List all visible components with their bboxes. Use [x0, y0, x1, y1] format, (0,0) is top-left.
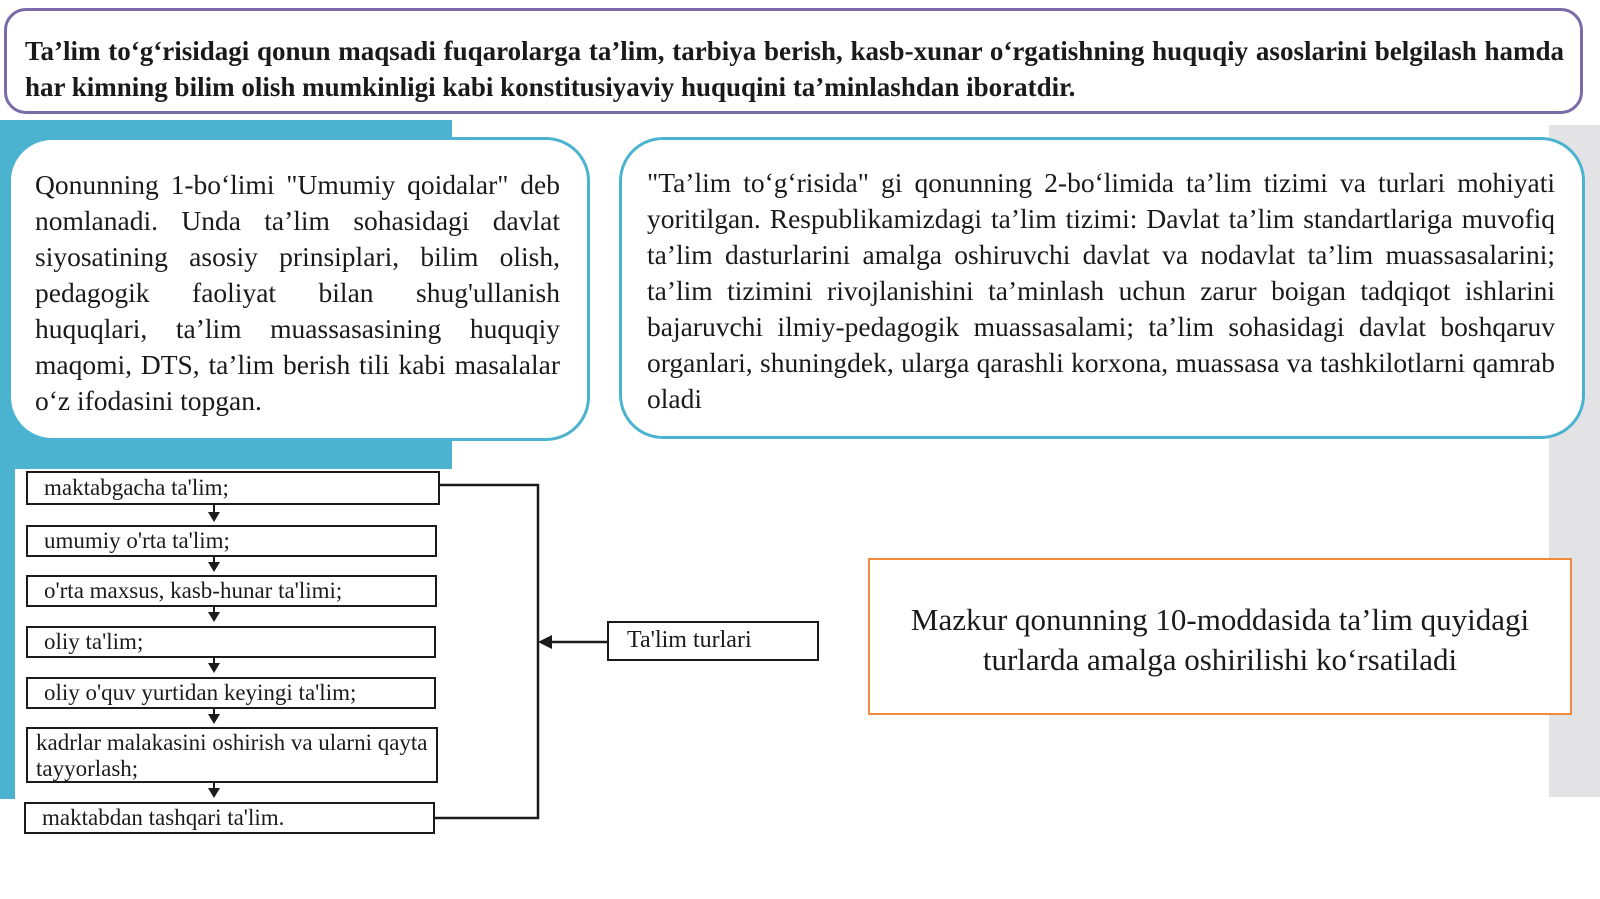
flow-item-4-label: oliy ta'lim; [44, 629, 144, 654]
flow-item-4 [26, 626, 436, 658]
article-10-note-text: Mazkur qonunning 10-moddasida ta’lim quyidagi turlarda amalga oshirilishi ko‘rsatiladi [910, 602, 1530, 677]
flow-item-3-label: o'rta maxsus, kasb-hunar ta'limi; [44, 578, 343, 603]
education-types-label-box [607, 621, 819, 661]
flow-item-2 [26, 525, 437, 557]
intro-box [4, 8, 1583, 114]
flow-item-5 [26, 677, 436, 709]
flow-item-5-label: oliy o'quv yurtidan keyingi ta'lim; [44, 680, 357, 705]
section1-card [8, 137, 590, 441]
article-10-note-box [868, 558, 1572, 715]
flow-item-1-label: maktabgacha ta'lim; [44, 475, 229, 500]
flow-item-7 [24, 802, 435, 834]
flow-item-2-label: umumiy o'rta ta'lim; [44, 528, 230, 553]
section2-text: "Ta’lim to‘g‘risida" gi qonunning 2-bo‘limida ta’lim tizimi va turlari mohiyati yoritilgan. Respublikamizdagi ta’lim tizimi: Davlat ta’lim standartlariga muvofiq ta’lim dasturlarini amalga oshiruvchi davlat va nodavlat ta’lim muassasalarini; ta’lim tizimini rivojlanishini ta’minlash uchun zarur boigan tadqiqot ishlarini bajaruvchi ilmiy-pedagogik muassasalami; ta’lim sohasidagi davlat boshqaruv organlari, shuningdek, ularga qarashli korxona, muassasa va tashkilotlarni qamrab oladi [647, 167, 1555, 414]
bracket-line [435, 485, 607, 818]
flow-item-7-label: maktabdan tashqari ta'lim. [42, 805, 285, 830]
left-arrowhead [538, 635, 552, 649]
flow-item-1 [26, 471, 440, 505]
flow-item-3 [26, 575, 437, 607]
section2-card [619, 137, 1585, 439]
education-types-label: Ta'lim turlari [627, 627, 752, 653]
section1-text: Qonunning 1-bo‘limi "Umumiy qoidalar" deb nomlanadi. Unda ta’lim sohasidagi davlat siyosatining asosiy prinsiplari, bilim olish, pedagogik faoliyat bilan shug'ullanish huquqlari, ta’lim muassasasining huquqiy maqomi, DTS, ta’lim berish tili kabi masalalar o‘z ifodasini topgan. [35, 169, 560, 416]
flow-item-6-label: kadrlar malakasini oshirish va ularni qayta tayyorlash; [36, 730, 428, 781]
intro-text: Ta’lim to‘g‘risidagi qonun maqsadi fuqarolarga ta’lim, tarbiya berish, kasb-xunar o‘rgatishning huquqiy asoslarini belgilash hamda har kimning bilim olish mumkinligi kabi konstitusiyaviy huquqini ta’minlashdan iboratdir. [25, 36, 1564, 102]
teal-side-strip [0, 469, 15, 799]
flow-item-6 [26, 727, 438, 783]
